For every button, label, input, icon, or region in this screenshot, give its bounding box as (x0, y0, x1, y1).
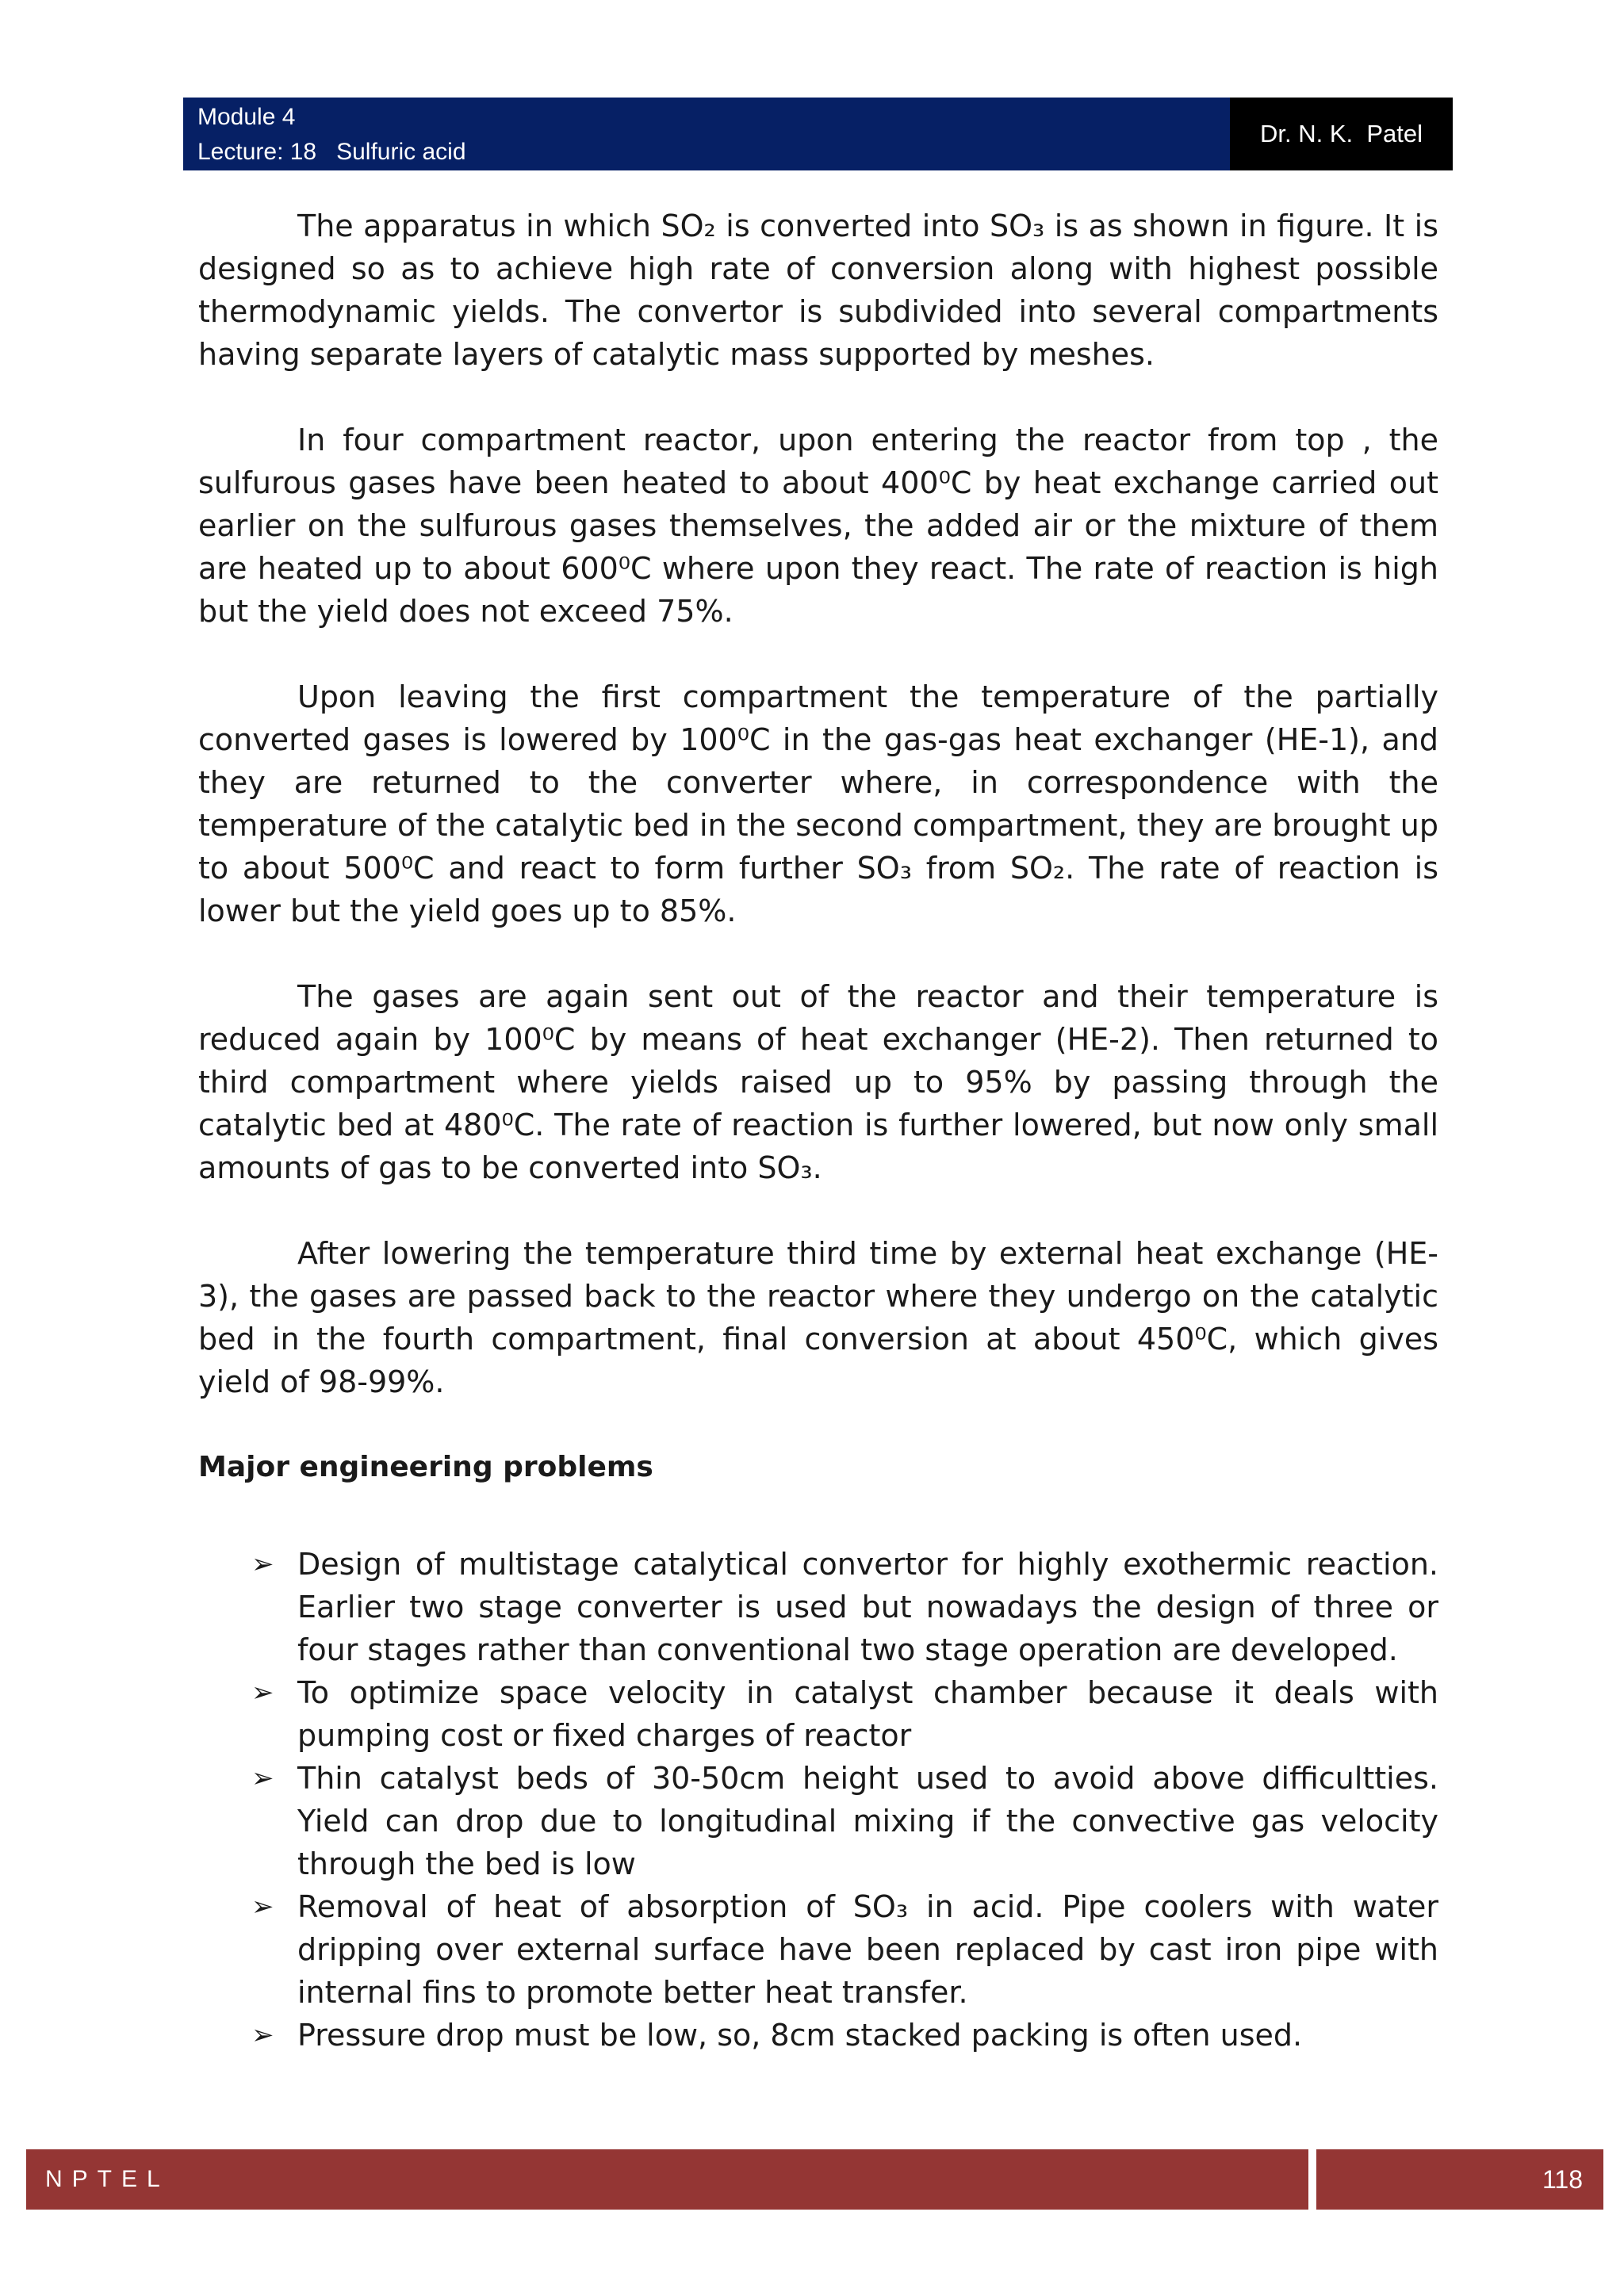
list-item-text: Removal of heat of absorption of SO₃ in acid. Pipe coolers with water dripping over external surface have been replaced by cast iron pipe with internal fins to promote better heat transfer. (297, 1889, 1438, 2010)
header-author-box (1230, 98, 1453, 170)
arrow-bullet-icon: ➢ (251, 1891, 274, 1923)
footer-page-bar (1316, 2149, 1603, 2210)
header-module-bar (183, 98, 1230, 170)
arrow-bullet-icon: ➢ (251, 1762, 274, 1794)
paragraph: In four compartment reactor, upon entering the reactor from top , the sulfurous gases have been heated to about 400⁰C by heat exchange carried out earlier on the sulfurous gases themselves, the added air or the mixture of them are heated up to about 600⁰C where upon they react. The rate of reaction is high but the yield does not exceed 75%. (198, 423, 1438, 629)
arrow-bullet-icon: ➢ (251, 1548, 274, 1580)
list-item (251, 2014, 1438, 2057)
list-item (251, 1885, 1438, 2014)
list-item-text: Pressure drop must be low, so, 8cm stacked packing is often used. (297, 2018, 1303, 2053)
list-item (251, 1671, 1438, 1757)
header-module: Module 4 (197, 104, 296, 130)
page-body (198, 205, 1438, 2057)
arrow-bullet-icon: ➢ (251, 2019, 274, 2051)
list-item-text: Design of multistage catalytical convertor for highly exothermic reaction. Earlier two stage converter is used but nowadays the design of three or four stages rather than conventional two stage operation are developed. (297, 1547, 1438, 1667)
paragraph: The gases are again sent out of the reactor and their temperature is reduced again by 100⁰C by means of heat exchanger (HE-2). Then returned to third compartment where yields raised up to 95% by passing through the catalytic bed at 480⁰C. The rate of reaction is further lowered, but now only small amounts of gas to be converted into SO₃. (198, 979, 1438, 1185)
footer-label-bar (26, 2149, 1308, 2210)
paragraph: Upon leaving the first compartment the temperature of the partially converted gases is lowered by 100⁰C in the gas-gas heat exchanger (HE-1), and they are returned to the converter where, in correspondence with the temperature of the catalytic bed in the second compartment, they are brought up to about 500⁰C and react to form further SO₃ from SO₂. The rate of reaction is lower but the yield goes up to 85%. (198, 679, 1438, 928)
footer-label: NPTEL (45, 2166, 170, 2192)
section-heading: Major engineering problems (198, 1451, 653, 1483)
list-item-text: Thin catalyst beds of 30-50cm height used to avoid above difficultties. Yield can drop due to longitudinal mixing if the convective gas velocity through the bed is low (297, 1761, 1438, 1881)
list-item (251, 1757, 1438, 1885)
header-lecture: Lecture: 18 Sulfuric acid (197, 139, 466, 165)
paragraph: The apparatus in which SO₂ is converted into SO₃ is as shown in figure. It is designed so as to achieve high rate of conversion along with highest possible thermodynamic yields. The convertor is subdivided into several compartments having separate layers of catalytic mass supported by meshes. (198, 209, 1438, 372)
arrow-bullet-icon: ➢ (251, 1677, 274, 1709)
list-item-text: To optimize space velocity in catalyst chamber because it deals with pumping cost or fixed charges of reactor (297, 1675, 1438, 1753)
header-author: Dr. N. K. Patel (1259, 120, 1423, 147)
list-item (251, 1543, 1438, 1671)
page-number: 118 (1542, 2164, 1583, 2194)
bullet-list (198, 1543, 1438, 2057)
paragraph: After lowering the temperature third time by external heat exchange (HE-3), the gases are passed back to the reactor where they undergo on the catalytic bed in the fourth compartment, final conversion at about 450⁰C, which gives yield of 98-99%. (198, 1236, 1438, 1399)
